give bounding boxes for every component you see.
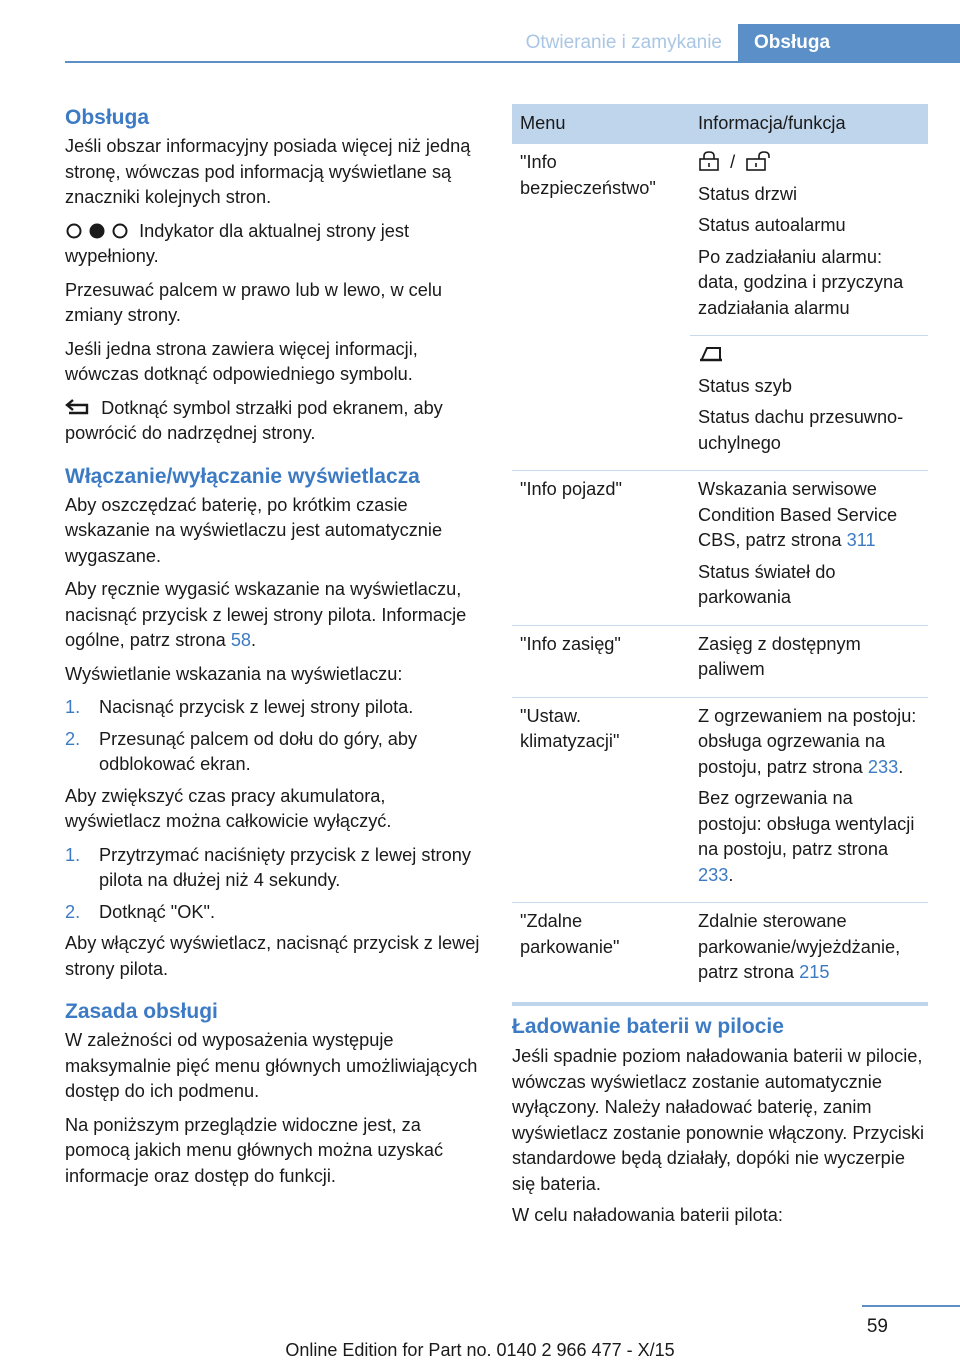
page-number: 59 (866, 1316, 888, 1337)
paragraph: Aby włączyć wyświetlacz, nacisnąć przycisk z lewej strony pilota. (65, 933, 480, 979)
menu-cell: "Info zasięg" (512, 625, 690, 697)
table-row-range (512, 625, 928, 697)
paragraph: Aby ręcznie wygasić wskazanie na wyświetlaczu, nacisnąć przycisk z lewej strony pilota. Informacje ogólne, patrz strona 58. (65, 579, 467, 650)
paragraph-page-indicator: Indykator dla aktualnej strony jest wypełniony. (65, 220, 410, 266)
paragraph: Jeśli obszar informacyjny posiada więcej niż jedną stronę, wówczas pod informacją wyświetlane są znaczniki kolejnych stron. (65, 136, 471, 207)
table-end-bar (512, 1002, 928, 1006)
back-arrow-icon (65, 399, 91, 417)
info-cell: Z ogrzewaniem na postoju: obsługa ogrzewania na postoju, patrz strona 233. Bez ogrzewania na postoju: obsługa wentylacji na postoju, patrz strona 233. (690, 697, 928, 903)
heading-zasada: Zasada obsługi (65, 1000, 218, 1023)
page-indicator-dots-icon (65, 222, 129, 240)
window-icon (698, 345, 724, 363)
list-item: 1. Nacisnąć przycisk z lewej strony pilota. (65, 697, 414, 717)
table-row-climate (512, 697, 928, 903)
column-header-info: Informacja/funkcja (690, 104, 928, 144)
info-cell: Status szyb Status dachu przesuwno-uchylnego (690, 336, 928, 471)
paragraph: Jeśli spadnie poziom naładowania baterii w pilocie, wówczas wyświetlacz zostanie automatycznie wyłączony. Należy naładować baterię, zanim wyświetlacz zostanie ponownie włączony. Przyciski standardowe będą działały, dopóki nie wyczerpie się bateria. (512, 1046, 925, 1194)
page-link[interactable]: 233 (698, 864, 729, 885)
header-section-tab: Otwieranie i zamykanie (525, 32, 722, 53)
paragraph: Przesuwać palcem w prawo lub w lewo, w celu zmiany strony. (65, 279, 443, 325)
menu-cell: "Ustaw. klimatyzacji" (512, 697, 690, 903)
table-row-vehicle (512, 471, 928, 626)
page-link[interactable]: 311 (846, 530, 876, 550)
menu-cell: "Info bezpieczeństwo" (520, 152, 656, 198)
menu-cell: "Zdalne parkowanie" (520, 911, 620, 957)
left-column (65, 100, 480, 1197)
heading-obsluga: Obsługa (65, 106, 150, 129)
steps-list-display-on (65, 695, 480, 778)
column-header-menu: Menu (512, 104, 690, 144)
paragraph-back-arrow: Dotknąć symbol strzałki pod ekranem, aby powrócić do nadrzędnej strony. (65, 397, 443, 443)
footer-divider (862, 1305, 960, 1307)
table-row-parking (512, 903, 928, 1000)
table-row-windows (512, 336, 928, 471)
heading-ladowanie: Ładowanie baterii w pilocie (512, 1015, 784, 1038)
page-link[interactable]: 215 (799, 962, 830, 982)
paragraph: Aby zwiększyć czas pracy akumulatora, wyświetlacz można całkowicie wyłączyć. (65, 785, 392, 831)
footer-edition: Online Edition for Part no. 0140 2 966 477 - X/15 (285, 1340, 675, 1360)
paragraph: Wyświetlanie wskazania na wyświetlaczu: (65, 663, 403, 684)
menu-table (512, 104, 928, 1000)
heading-wlaczanie: Włączanie/wyłączanie wyświetlacza (65, 464, 420, 488)
steps-list-display-off (65, 843, 480, 926)
list-item: 2. Dotknąć "OK". (65, 901, 216, 922)
page-link[interactable]: 58 (230, 630, 252, 650)
paragraph: Jeśli jedna strona zawiera więcej informacji, wówczas dotknąć odpowiedniego symbolu. (65, 338, 418, 384)
right-text-section (512, 1012, 928, 1235)
list-item: 2. Przesunąć palcem od dołu do góry, aby odblokować ekran. (65, 728, 418, 774)
menu-cell: "Info pojazd" (512, 471, 690, 626)
paragraph: Na poniższym przeglądzie widoczne jest, za pomocą jakich menu głównych można uzyskać informacje oraz dostęp do funkcji. (65, 1114, 444, 1186)
info-cell: Zasięg z dostępnym paliwem (690, 625, 928, 697)
list-item: 1. Przytrzymać naciśnięty przycisk z lewej strony pilota na dłużej niż 4 sekundy. (65, 844, 471, 890)
menu-table-container (512, 104, 928, 1006)
page-link[interactable]: 233 (867, 756, 899, 777)
paragraph: W celu naładowania baterii pilota: (512, 1205, 783, 1225)
header-active-tab: Obsługa (738, 24, 960, 62)
header-divider (65, 61, 960, 63)
table-row-security (512, 144, 928, 336)
info-cell: / Status drzwi Status autoalarmu Po zadziałaniu alarmu: data, godzina i przyczyna zadziałania alarmu (698, 152, 904, 318)
lock-closed-icon (698, 151, 720, 171)
paragraph: Aby oszczędzać baterię, po krótkim czasie wskazanie na wyświetlaczu jest automatycznie wygaszane. (65, 494, 443, 566)
paragraph: W zależności od wyposażenia występuje maksymalnie pięć menu głównych umożliwiających dostęp do ich podmenu. (65, 1030, 478, 1101)
info-cell: Zdalnie sterowane parkowanie/wyjeżdżanie, patrz strona 215 (698, 911, 901, 982)
lock-open-icon (745, 151, 771, 171)
info-cell: Wskazania serwisowe Condition Based Service CBS, patrz strona 311 Status świateł do parkowania (690, 471, 928, 626)
